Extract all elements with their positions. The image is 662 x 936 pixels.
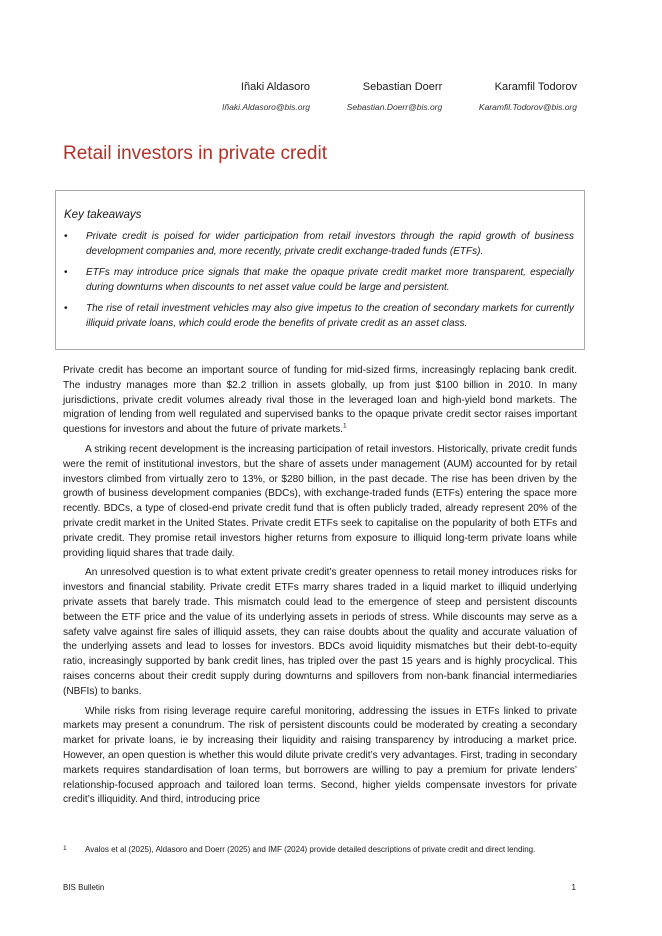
footnote-number: 1	[63, 845, 67, 852]
author-block	[222, 80, 310, 113]
key-takeaway-text: ETFs may introduce price signals that make the opaque private credit market more transparent, especially during downturns when discounts to net asset value could be large and persistent.	[86, 267, 574, 293]
author-email: Karamfil.Todorov@bis.org	[478, 102, 577, 112]
footnote-reference[interactable]: 1	[342, 422, 347, 430]
author-block	[347, 80, 443, 113]
key-takeaways-box	[55, 190, 585, 350]
key-takeaway-text: Private credit is poised for wider participation from retail investors through the rapid growth of business development companies and, more recently, private credit exchange-traded funds (ETFs).	[86, 231, 574, 257]
author-email: Iñaki.Aldasoro@bis.org	[222, 102, 311, 112]
key-takeaway-text: The rise of retail investment vehicles may also give impetus to the creation of secondary markets for currently illiquid private loans, which could erode the benefits of private credit as an asset class.	[86, 303, 574, 329]
paragraph-text: Private credit has become an important source of funding for mid-sized firms, increasingly replacing bank credit. The industry manages more than $2.2 trillion in assets globally, up from just $100 billion in 2010. In many jurisdictions, private credit volumes already rival those in the leveraged loan and high-yield bond markets. The migration of lending from well regulated and supervised banks to the opaque private credit sector raises important questions for investors and about the future of private markets.	[63, 365, 577, 436]
page-title: Retail investors in private credit	[63, 143, 327, 164]
footnote	[63, 845, 577, 854]
footnote-text: Avalos et al (2025), Aldasoro and Doerr (2025) and IMF (2024) provide detailed descriptions of private credit and direct lending.	[85, 845, 536, 854]
footer-publication: BIS Bulletin	[63, 883, 105, 892]
body-paragraph	[63, 364, 577, 438]
body-paragraph: A striking recent development is the increasing participation of retail investors. Historically, private credit funds were the remit of institutional investors, but the share of assets under management (AUM) accounted for by retail investors climbed from virtually zero to 13%, or $280 billion, in the past decade. The rise has been driven by the growth of business development companies (BDCs), with exchange-traded funds (ETFs) entering the space more recently. BDCs, a type of closed-end private credit fund that is often publicly traded, already represent 20% of the private credit market in the United States. Private credit ETFs seek to capitalise on the popularity of both ETFs and private credit. They promise retail investors higher returns from exposure to illiquid long-term private loans while providing liquid shares that trade daily.	[63, 443, 577, 559]
body-paragraph: An unresolved question is to what extent private credit’s greater openness to retail money introduces risks for investors and financial stability. Private credit ETFs marry shares traded in a liquid market to illiquid underlying private assets that barely trade. This mismatch could lead to the emergence of steep and persistent discounts between the ETF price and the value of its underlying assets in periods of stress. While discounts may serve as a safety valve against fire sales of illiquid assets, they can raise doubts about the quality and accurate valuation of the underlying assets and lead to losses for investors. BDCs avoid liquidity mismatches but their debt-to-equity ratio, increasingly supported by bank credit lines, has tripled over the past 15 years and is highly procyclical. This raises concerns about their credit supply during downturns and spillovers from non-bank financial intermediaries (NBFIs) to banks.	[63, 567, 577, 697]
author-email: Sebastian.Doerr@bis.org	[346, 102, 443, 112]
body-paragraph: While risks from rising leverage require careful monitoring, addressing the issues in ETFs linked to private markets may present a conundrum. The risk of persistent discounts could be moderated by creating a secondary market for private loans, ie by increasing their liquidity and raising transparency by introducing a market price. However, an open question is whether this would dilute private credit’s very advantages. First, trading in secondary markets requires standardisation of loan terms, but borrowers are willing to pay a premium for private lenders’ relationship-focused approach and tailored loan terms. Second, higher yields compensate investors for private credit’s illiquidity. And third, introducing price	[63, 705, 577, 806]
key-takeaways-list	[64, 229, 574, 331]
body-text	[63, 364, 577, 813]
author-name: Sebastian Doerr	[362, 81, 443, 93]
author-name: Iñaki Aldasoro	[240, 81, 311, 93]
bullet-icon: •	[64, 231, 68, 242]
key-takeaways-heading: Key takeaways	[64, 209, 142, 221]
key-takeaway-item	[64, 229, 574, 259]
bullet-icon: •	[64, 267, 68, 278]
author-list	[222, 80, 577, 113]
author-name: Karamfil Todorov	[494, 81, 577, 93]
bullet-icon: •	[64, 303, 68, 314]
key-takeaway-item	[64, 265, 574, 295]
author-block	[479, 80, 577, 113]
key-takeaway-item	[64, 301, 574, 331]
page-number: 1	[571, 883, 576, 892]
